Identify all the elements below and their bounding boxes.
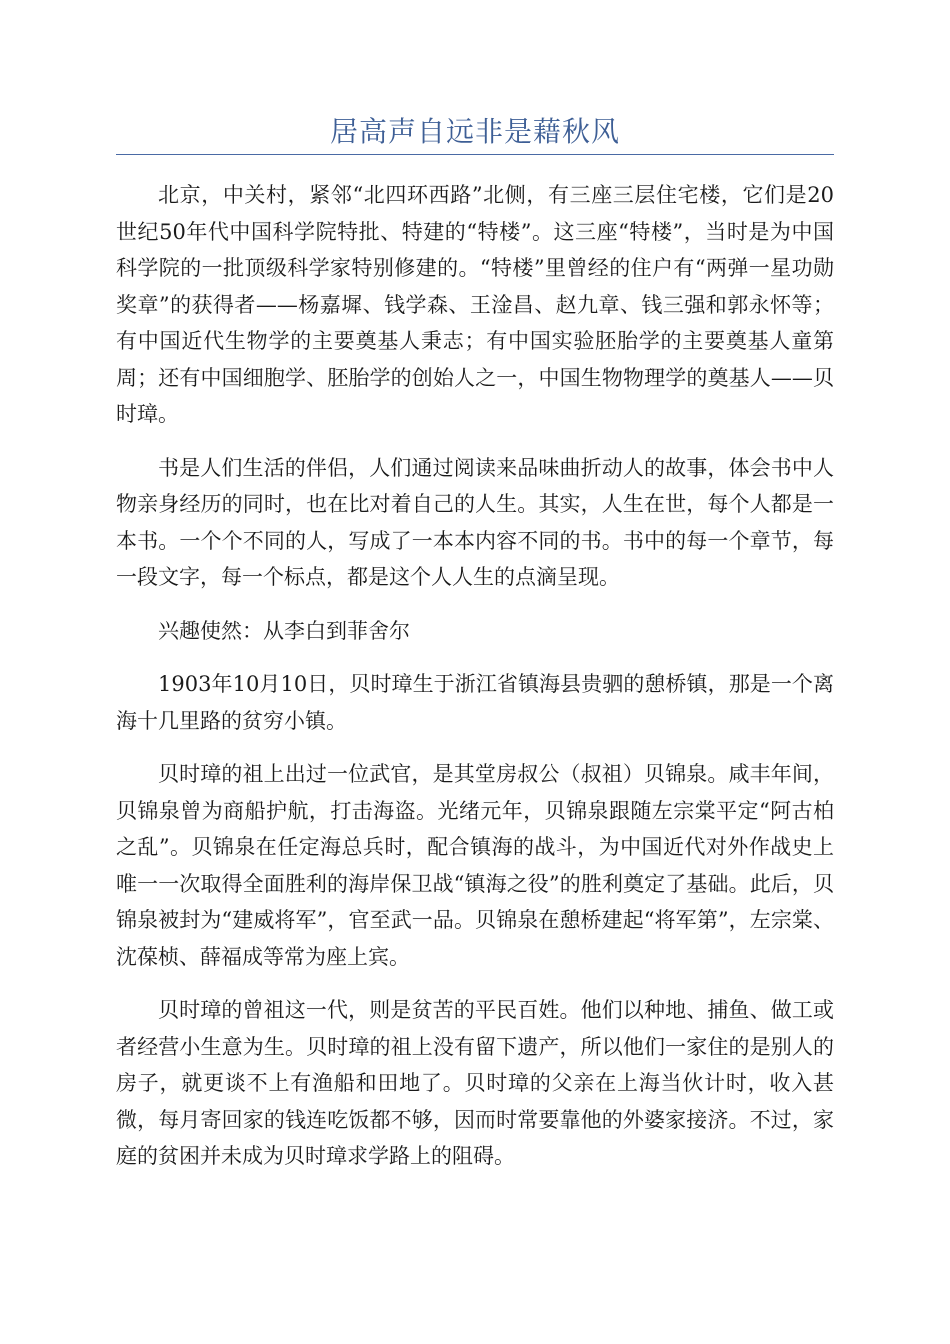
- paragraph-ancestor: 贝时璋的祖上出过一位武官，是其堂房叔公（叔祖）贝锦泉。咸丰年间，贝锦泉曾为商船护航，打击海盗。光绪元年，贝锦泉跟随左宗棠平定“阿古柏之乱”。贝锦泉在任定海总兵时，配合镇海的战斗，为中国近代对外作战史上唯一一次取得全面胜利的海岸保卫战“镇海之役”的胜利奠定了基础。此后，贝锦泉被封为“建威将军”，官至武一品。贝锦泉在憩桥建起“将军第”，左宗棠、沈葆桢、薛福成等常为座上宾。: [116, 762, 834, 969]
- paragraph-family: 贝时璋的曾祖这一代，则是贫苦的平民百姓。他们以种地、捕鱼、做工或者经营小生意为生。贝时璋的祖上没有留下遗产，所以他们一家住的是别人的房子，就更谈不上有渔船和田地了。贝时璋的父亲在上海当伙计时，收入甚微，每月寄回家的钱连吃饭都不够，因而时常要靠他的外婆家接济。不过，家庭的贫困并未成为贝时璋求学路上的阻碍。: [116, 998, 834, 1168]
- paragraph-birth: 1903年10月10日，贝时璋生于浙江省镇海县贵驷的憩桥镇，那是一个离海十几里路的贫穷小镇。: [116, 672, 834, 733]
- paragraph-intro: 北京，中关村，紧邻“北四环西路”北侧，有三座三层住宅楼，它们是20世纪50年代中国科学院特批、特建的“特楼”。这三座“特楼”，当时是为中国科学院的一批顶级科学家特别修建的。“特楼”里曾经的住户有“两弹一星功勋奖章”的获得者——杨嘉墀、钱学森、王淦昌、赵九章、钱三强和郭永怀等；有中国近代生物学的主要奠基人秉志；有中国实验胚胎学的主要奠基人童第周；还有中国细胞学、胚胎学的创始人之一，中国生物物理学的奠基人——贝时璋。: [116, 183, 834, 426]
- document-title: 居高声自远非是藉秋风: [329, 115, 620, 148]
- document-body: [116, 177, 834, 1192]
- paragraph-books: 书是人们生活的伴侣，人们通过阅读来品味曲折动人的故事，体会书中人物亲身经历的同时，也在比对着自己的人生。其实，人生在世，每个人都是一本书。一个个不同的人，写成了一本本内容不同的书。书中的每一个章节，每一段文字，每一个标点，都是这个人人生的点滴呈现。: [116, 455, 834, 589]
- section-heading: 兴趣使然：从李白到菲舍尔: [158, 618, 410, 643]
- title-underline: [116, 154, 834, 155]
